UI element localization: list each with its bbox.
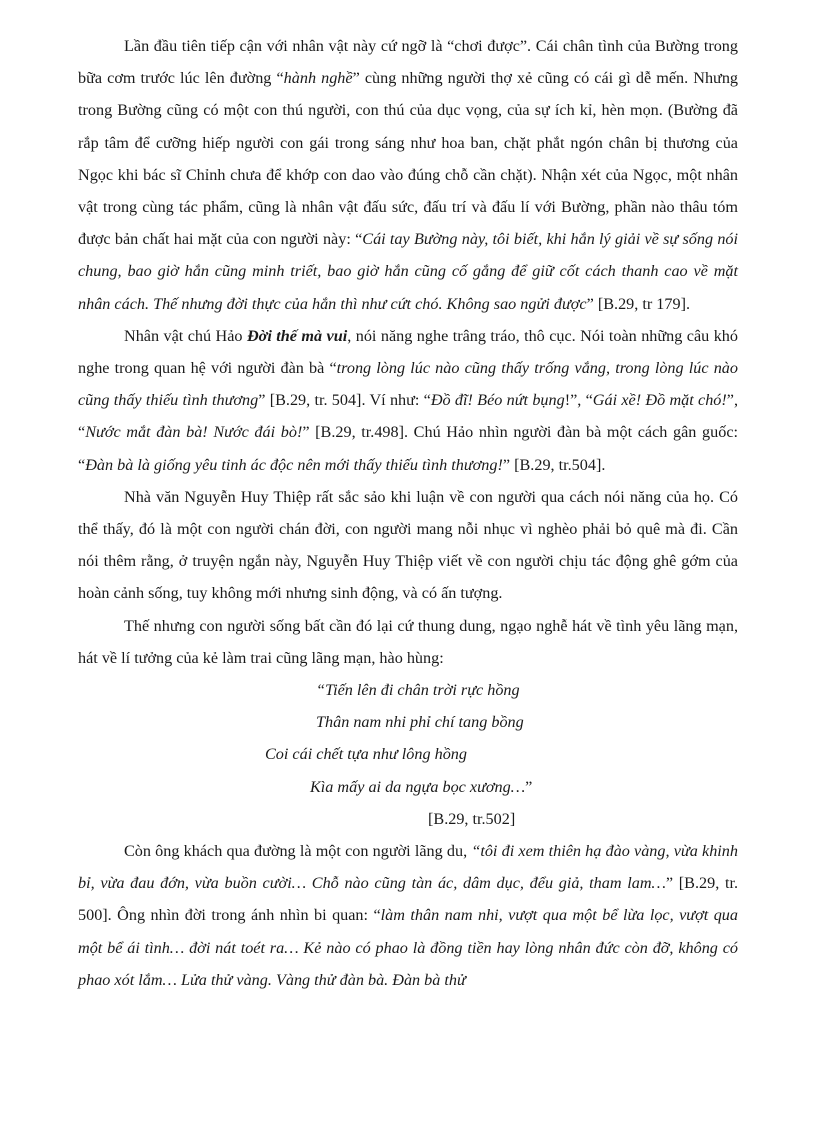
- text-run: Còn ông khách qua đường là một con người lãng du,: [124, 842, 472, 861]
- quote-italic: Đồ đĩ! Béo nứt bụng: [430, 391, 565, 410]
- quote-italic: hành nghề: [283, 69, 353, 88]
- paragraph-buong: [78, 30, 738, 320]
- poem-line-4-wrapper: [78, 771, 738, 803]
- poem-citation: [B.29, tr.502]: [428, 809, 516, 828]
- text-run: Nhân vật chú Hảo: [124, 326, 247, 345]
- poem-close-quote: ”: [525, 777, 533, 796]
- quote-italic: làm thân nam nhi, vượt qua một bể lừa lọc, vượt qua một bể ái tình… đời nát toét ra… Kẻ nào có phao là đồng tiền hay lòng nhân đức còn đỡ, không có phao xót lắm… Lửa thử vàng. Vàng thử đàn bà. Đàn bà thử: [78, 906, 738, 989]
- text-run: ” [B.29, tr. 504]. Ví như: “: [258, 391, 431, 410]
- work-title: Đời thế mà vui: [246, 326, 348, 345]
- quote-italic: trong lòng lúc nào cũng thấy trống vắng, trong lòng lúc nào cũng thấy thiếu tình thương: [78, 359, 738, 410]
- paragraph-nguyen-huy-thiep: Nhà văn Nguyễn Huy Thiệp rất sắc sảo khi luận về con người qua cách nói năng của họ. Có thể thấy, đó là một con người chán đời, con người mang nỗi nhục vì nghèo phải bỏ quê mà đi. Cần nói thêm rằng, ở truyện ngắn này, Nguyễn Huy Thiệp viết về con người chịu tác động ghê gớm của hoàn cảnh sống, tuy không mới nhưng sinh động, và có ấn tượng.: [78, 487, 738, 603]
- paragraph-chu-hao: [78, 320, 738, 481]
- quote-italic: “tôi đi xem thiên hạ đào vàng, vừa khinh bỉ, vừa đau đớn, vừa buồn cười… Chỗ nào cũng tàn ác, dâm dục, đểu giả, tham lam…: [78, 842, 738, 893]
- citation: ” [B.29, tr.504].: [502, 455, 606, 474]
- text-run: ”, “: [78, 391, 739, 442]
- paragraph-ong-khach: [78, 835, 738, 996]
- poem-line-3: Coi cái chết tựa như lông hồng: [265, 745, 467, 764]
- text-run: ” cùng những người thợ xẻ cũng có cái gì dễ mến. Nhưng trong Bường cũng có một con thú người, con thú của dục vọng, của sự ích kỉ, hèn mọn. (Bường đã rắp tâm để cưỡng hiếp người con gái trong sáng như hoa ban, chặt phắt ngón chân bị thương của Ngọc khi bác sĩ Chỉnh chưa để khớp con dao vào đúng chỗ cần chặt). Nhận xét của Ngọc, một nhân vật trong cùng tác phẩm, cũng là nhân vật đấu sức, đấu trí và đấu lí với Bường, phần nào thâu tóm được bản chất hai mặt của con người này: “: [78, 69, 739, 249]
- text-run: !”, “: [564, 391, 593, 410]
- citation: ” [B.29, tr 179].: [586, 294, 691, 313]
- quote-italic: Gái xề! Đồ mặt chó!: [592, 391, 727, 410]
- poem-line-2: Thân nam nhi phỉ chí tang bồng: [316, 713, 524, 732]
- quote-italic: Cái tay Bường này, tôi biết, khi hắn lý giải về sự sống nói chung, bao giờ hắn cũng minh triết, bao giờ hắn cũng cố gắng để giữ cốt cách thanh cao về mặt nhân cách. Thế nhưng đời thực của hắn thì như cứt chó. Không sao ngửi được: [78, 230, 738, 313]
- text-run: , nói năng nghe trâng tráo, thô cục. Nói toàn những câu khó nghe trong quan hệ với người đàn bà “: [78, 326, 738, 378]
- text-run: ” [B.29, tr.498]. Chú Hảo nhìn người đàn bà một cách gân guốc: “: [78, 423, 739, 474]
- poem-line-4: Kìa mấy ai da ngựa bọc xương…: [310, 777, 526, 796]
- document-page: [78, 30, 738, 996]
- text-run: Lần đầu tiên tiếp cận với nhân vật này cứ ngỡ là “chơi được”. Cái chân tình của Bường trong bữa cơm trước lúc lên đường “: [78, 37, 738, 88]
- text-run: ” [B.29, tr. 500]. Ông nhìn đời trong ánh nhìn bi quan: “: [78, 874, 738, 925]
- quote-italic: Nước mắt đàn bà! Nước đái bò!: [85, 423, 303, 442]
- quote-italic: Đàn bà là giống yêu tinh ác độc nên mới thấy thiếu tình thương!: [85, 455, 503, 474]
- poem-line-1: “Tiến lên đi chân trời rực hồng: [316, 681, 520, 700]
- poem-block: [78, 674, 738, 835]
- paragraph-song-bat-can: Thế nhưng con người sống bất cần đó lại cứ thung dung, ngạo nghễ hát về tình yêu lãng mạn, hát về lí tưởng của kẻ làm trai cũng lãng mạn, hào hùng:: [78, 616, 738, 667]
